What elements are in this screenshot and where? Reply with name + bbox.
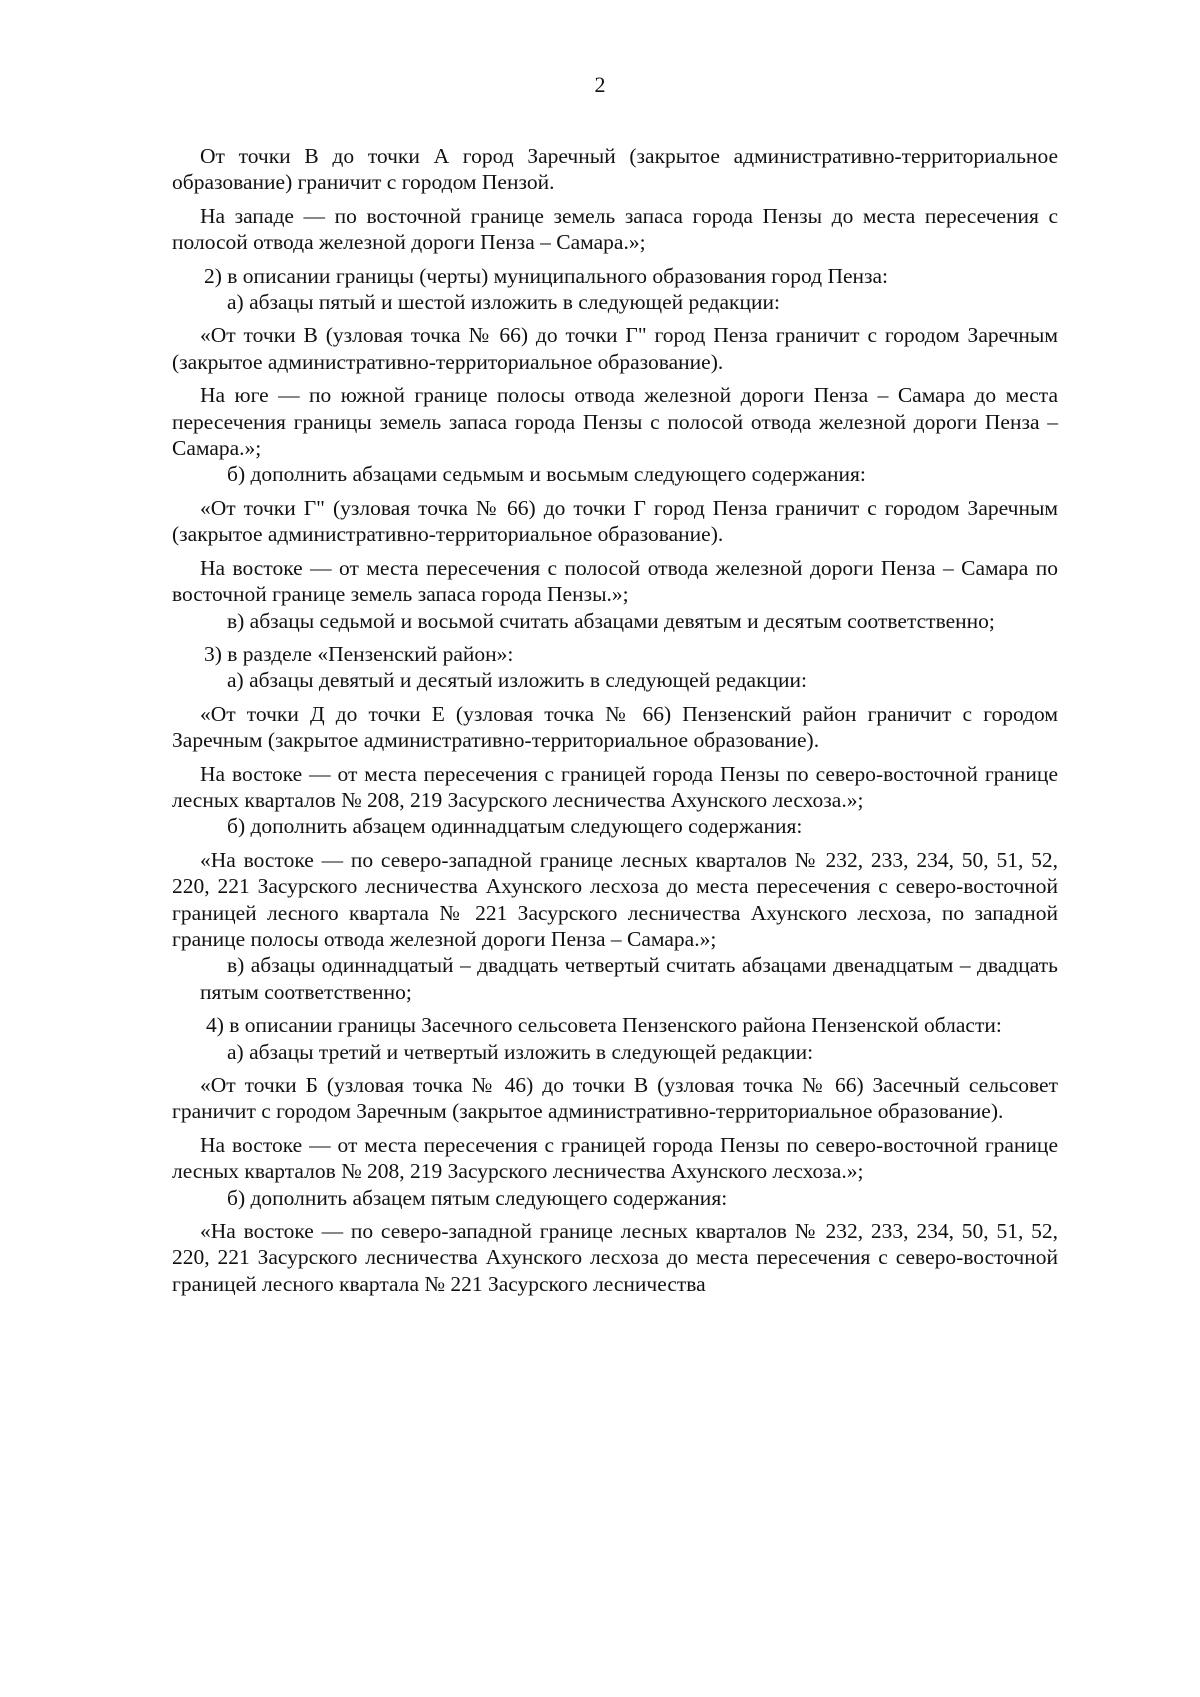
quoted-paragraph: «От точки В (узловая точка № 66) до точки Г" город Пенза граничит с городом Заречным (закрытое административно-территориальное образование). [172,323,1058,374]
sub-item: б) дополнить абзацами седьмым и восьмым следующего содержания: [227,462,866,487]
paragraph: От точки В до точки А город Заречный (закрытое административно-территориальное образование) граничит с городом Пензой. [172,144,1058,195]
sub-item: в) абзацы одиннадцатый – двадцать четвертый считать абзацами двенадцатым – двадцать пятым соответственно; [200,953,1058,1004]
sub-item: а) абзацы третий и четвертый изложить в следующей редакции: [227,1039,814,1064]
quoted-paragraph: «От точки Б (узловая точка № 46) до точки В (узловая точка № 66) Засечный сельсовет граничит с городом Заречным (закрытое административно-территориальное образование). [172,1073,1058,1124]
quoted-paragraph: «На востоке — по северо-западной границе лесных кварталов № 232, 233, 234, 50, 51, 52, 220, 221 Засурского лесничества Ахунского лесхоза до места пересечения с северо-восточной границей лесного квартала № 221 Засурского лесничества [172,1219,1058,1296]
quoted-paragraph: «От точки Д до точки Е (узловая точка № 66) Пензенский район граничит с городом Заречным (закрытое административно-территориальное образование). [172,701,1058,753]
sub-item: а) абзацы девятый и десятый изложить в следующей редакции: [227,668,808,693]
quoted-paragraph: «От точки Г" (узловая точка № 66) до точки Г город Пенза граничит с городом Заречным (закрытое административно-территориальное образование). [172,495,1058,547]
sub-item: а) абзацы пятый и шестой изложить в следующей редакции: [227,290,780,315]
list-item-heading: 2) в описании границы (черты) муниципального образования город Пенза: [204,263,889,288]
sub-item: б) дополнить абзацем одиннадцатым следующего содержания: [227,814,803,839]
quoted-paragraph: «На востоке — по северо-западной границе лесных кварталов № 232, 233, 234, 50, 51, 52, 220, 221 Засурского лесничества Ахунского лесхоза до места пересечения с северо-восточной границей лесного квартала № 221 Засурского лесничества Ахунского лесхоза, по западной границе полосы отвода железной дороги Пенза – Самара.»; [172,847,1058,951]
sub-item: б) дополнить абзацем пятым следующего содержания: [227,1185,728,1210]
page-number: 2 [594,72,606,97]
paragraph: На востоке — от места пересечения с границей города Пензы по северо-восточной границе лесных кварталов № 208, 219 Засурского лесничества Ахунского лесхоза.»; [172,761,1058,812]
list-item-heading: 4) в описании границы Засечного сельсовета Пензенского района Пензенской области: [206,1013,1002,1038]
paragraph: На юге — по южной границе полосы отвода железной дороги Пенза – Самара до места пересечения границы земель запаса города Пензы с полосой отвода железной дороги Пенза – Самара.»; [172,383,1058,461]
document-body [172,143,1058,1297]
sub-item: в) абзацы седьмой и восьмой считать абзацами девятым и десятым соответственно; [227,608,995,633]
paragraph: На западе — по восточной границе земель запаса города Пензы до места пересечения с полосой отвода железной дороги Пенза – Самара.»; [172,203,1058,255]
list-item-heading: 3) в разделе «Пензенский район»: [204,641,514,666]
paragraph: На востоке — от места пересечения с границей города Пензы по северо-восточной границе лесных кварталов № 208, 219 Засурского лесничества Ахунского лесхоза.»; [172,1132,1058,1184]
paragraph: На востоке — от места пересечения с полосой отвода железной дороги Пенза – Самара по восточной границе земель запаса города Пензы.»; [172,555,1058,607]
